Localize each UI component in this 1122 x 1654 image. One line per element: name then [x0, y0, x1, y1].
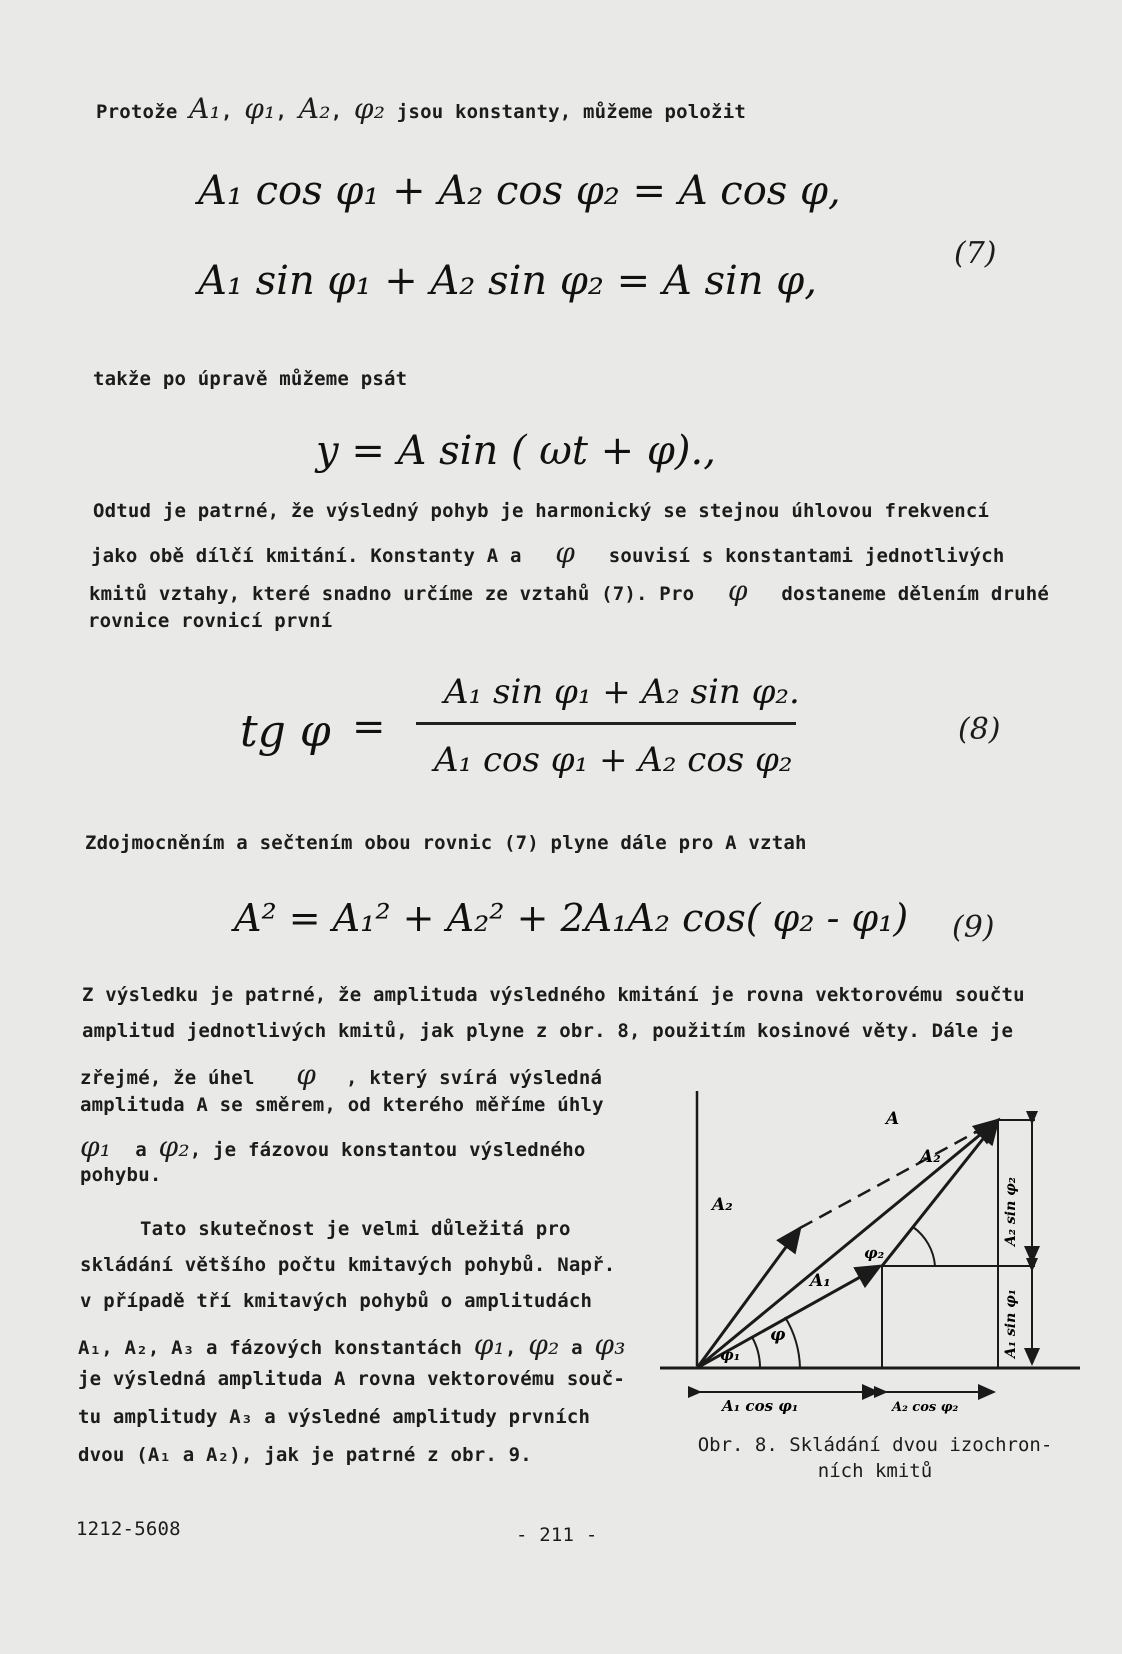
figure-8-caption — [680, 1432, 1070, 1484]
vector-A — [697, 1120, 998, 1368]
equation-8-number: (8) — [958, 712, 1001, 747]
equation-8-equals: = — [352, 704, 386, 750]
symbol-phi1: φ₁ — [473, 1328, 505, 1361]
comma: , — [220, 101, 233, 123]
equation-7-number: (7) — [954, 236, 997, 271]
label-A2cos: A₂ cos φ₂ — [892, 1400, 959, 1415]
para2-line-2: amplitud jednotlivých kmitů, jak plyne z obr. 8, použitím kosinové věty. Dále je — [82, 1020, 1014, 1042]
para1-line-3a: kmitů vztahy, které snadno určíme ze vztahů (7). Pro — [89, 583, 695, 605]
para1-line-2b: souvisí s konstantami jednotlivých — [608, 545, 1005, 567]
symbol-phi: φ — [296, 1058, 317, 1091]
symbol-phi: φ — [555, 536, 576, 569]
label-phi2: φ₂ — [864, 1244, 885, 1262]
para2-line-5 — [80, 1130, 585, 1163]
symbol-phi2: φ₂ — [353, 92, 386, 125]
para3-line-5: je výsledná amplituda A rovna vektorovému souč- — [78, 1368, 626, 1390]
text-before-eq9: Zdojmocněním a sečtením obou rovnic (7) plyne dále pro A vztah — [85, 832, 807, 854]
equation-y: y = A sin ( ωt + φ)., — [316, 428, 716, 474]
para1-line-1: Odtud je patrné, že výsledný pohyb je harmonický se stejnou úhlovou frekvencí — [93, 500, 990, 522]
angle-phi2-arc — [913, 1227, 935, 1266]
equation-9-number: (9) — [952, 910, 995, 945]
para2-line-4: amplituda A se směrem, od kterého měříme úhly — [80, 1094, 604, 1116]
para1-line-2a: jako obě dílčí kmitání. Konstanty A a — [91, 545, 522, 567]
fraction-bar — [416, 722, 796, 725]
equation-9: A² = A₁² + A₂² + 2A₁A₂ cos( φ₂ - φ₁) — [234, 896, 909, 940]
page-number: - 211 - — [516, 1524, 598, 1546]
para1-line-2 — [91, 536, 1004, 569]
symbol-phi3: φ₃ — [594, 1328, 626, 1361]
label-phi1: φ₁ — [720, 1346, 741, 1364]
dashed-line — [800, 1120, 998, 1228]
intro-tail: jsou konstanty, můžeme položit — [396, 101, 746, 123]
symbol-phi: φ — [727, 574, 748, 607]
para3-line-3: v případě tří kmitavých pohybů o amplitudách — [80, 1290, 593, 1312]
para2-line-6: pohybu. — [80, 1164, 162, 1186]
equation-8-numerator: A₁ sin φ₁ + A₂ sin φ₂. — [444, 672, 800, 712]
angle-phi-arc — [785, 1317, 800, 1368]
comma: , — [504, 1337, 517, 1359]
label-phi: φ — [770, 1325, 786, 1345]
para3-line-4 — [78, 1328, 626, 1361]
symbol-phi2: φ₂ — [158, 1130, 190, 1163]
label-A1: A₁ — [810, 1271, 831, 1291]
symbol-A2: A₂ — [298, 92, 331, 125]
figure-8-diagram — [660, 1086, 1090, 1416]
label-A1sin: A₁ sin φ₁ — [1003, 1289, 1019, 1358]
equation-7-line-1: A₁ cos φ₁ + A₂ cos φ₂ = A cos φ, — [198, 168, 841, 214]
label-A2-upper: A₂ — [920, 1147, 941, 1167]
comma: , — [330, 101, 343, 123]
para2-line-3 — [80, 1058, 602, 1091]
para3-line-4b: a — [571, 1337, 583, 1359]
para2-line-3b: , který svírá výsledná — [346, 1067, 603, 1089]
caption-line-1: Obr. 8. Skládání dvou izochron- — [697, 1434, 1053, 1456]
para1-line-3b: dostaneme dělením druhé — [781, 583, 1050, 605]
label-A1cos: A₁ cos φ₁ — [722, 1397, 799, 1415]
caption-line-2: ních kmitů — [817, 1460, 933, 1482]
para2-line-1: Z výsledku je patrné, že amplituda výsledného kmitání je rovna vektorovému součtu — [82, 984, 1025, 1006]
footer-code: 1212-5608 — [76, 1518, 181, 1540]
intro-line — [96, 92, 746, 125]
para3-line-1: Tato skutečnost je velmi důležitá pro — [140, 1218, 571, 1240]
vector-A2-origin — [697, 1228, 800, 1368]
para3-line-7: dvou (A₁ a A₂), jak je patrné z obr. 9. — [78, 1444, 532, 1466]
para3-line-2: skládání většího počtu kmitavých pohybů. Např. — [80, 1254, 616, 1276]
angle-phi1-arc — [752, 1337, 760, 1368]
comma: , — [275, 101, 288, 123]
para3-line-6: tu amplitudy A₃ a výsledné amplitudy prvních — [78, 1406, 591, 1428]
text-after-eq7: takže po úpravě můžeme psát — [93, 368, 408, 390]
para1-line-3 — [89, 574, 1049, 607]
equation-8-lhs: tg φ — [240, 706, 331, 757]
symbol-phi2: φ₂ — [528, 1328, 560, 1361]
para2-line-3a: zřejmé, že úhel — [80, 1067, 255, 1089]
label-A2-left: A₂ — [712, 1195, 733, 1215]
intro-lead: Protože — [96, 101, 178, 123]
para1-line-4: rovnice rovnicí první — [88, 610, 333, 632]
para3-line-4a: A₁, A₂, A₃ a fázových konstantách — [78, 1337, 463, 1359]
vector-A2 — [882, 1120, 998, 1266]
symbol-phi1: φ₁ — [80, 1130, 112, 1163]
equation-8-denominator: A₁ cos φ₁ + A₂ cos φ₂ — [434, 740, 793, 780]
para2-line-5b: , je fázovou konstantou výsledného — [189, 1139, 586, 1161]
symbol-A1: A₁ — [189, 92, 221, 125]
symbol-phi1: φ₁ — [244, 92, 276, 125]
para2-line-5a: a — [135, 1139, 147, 1161]
label-A: A — [886, 1109, 900, 1129]
label-A2sin: A₂ sin φ₂ — [1003, 1177, 1019, 1246]
equation-7-line-2: A₁ sin φ₁ + A₂ sin φ₂ = A sin φ, — [198, 258, 817, 304]
